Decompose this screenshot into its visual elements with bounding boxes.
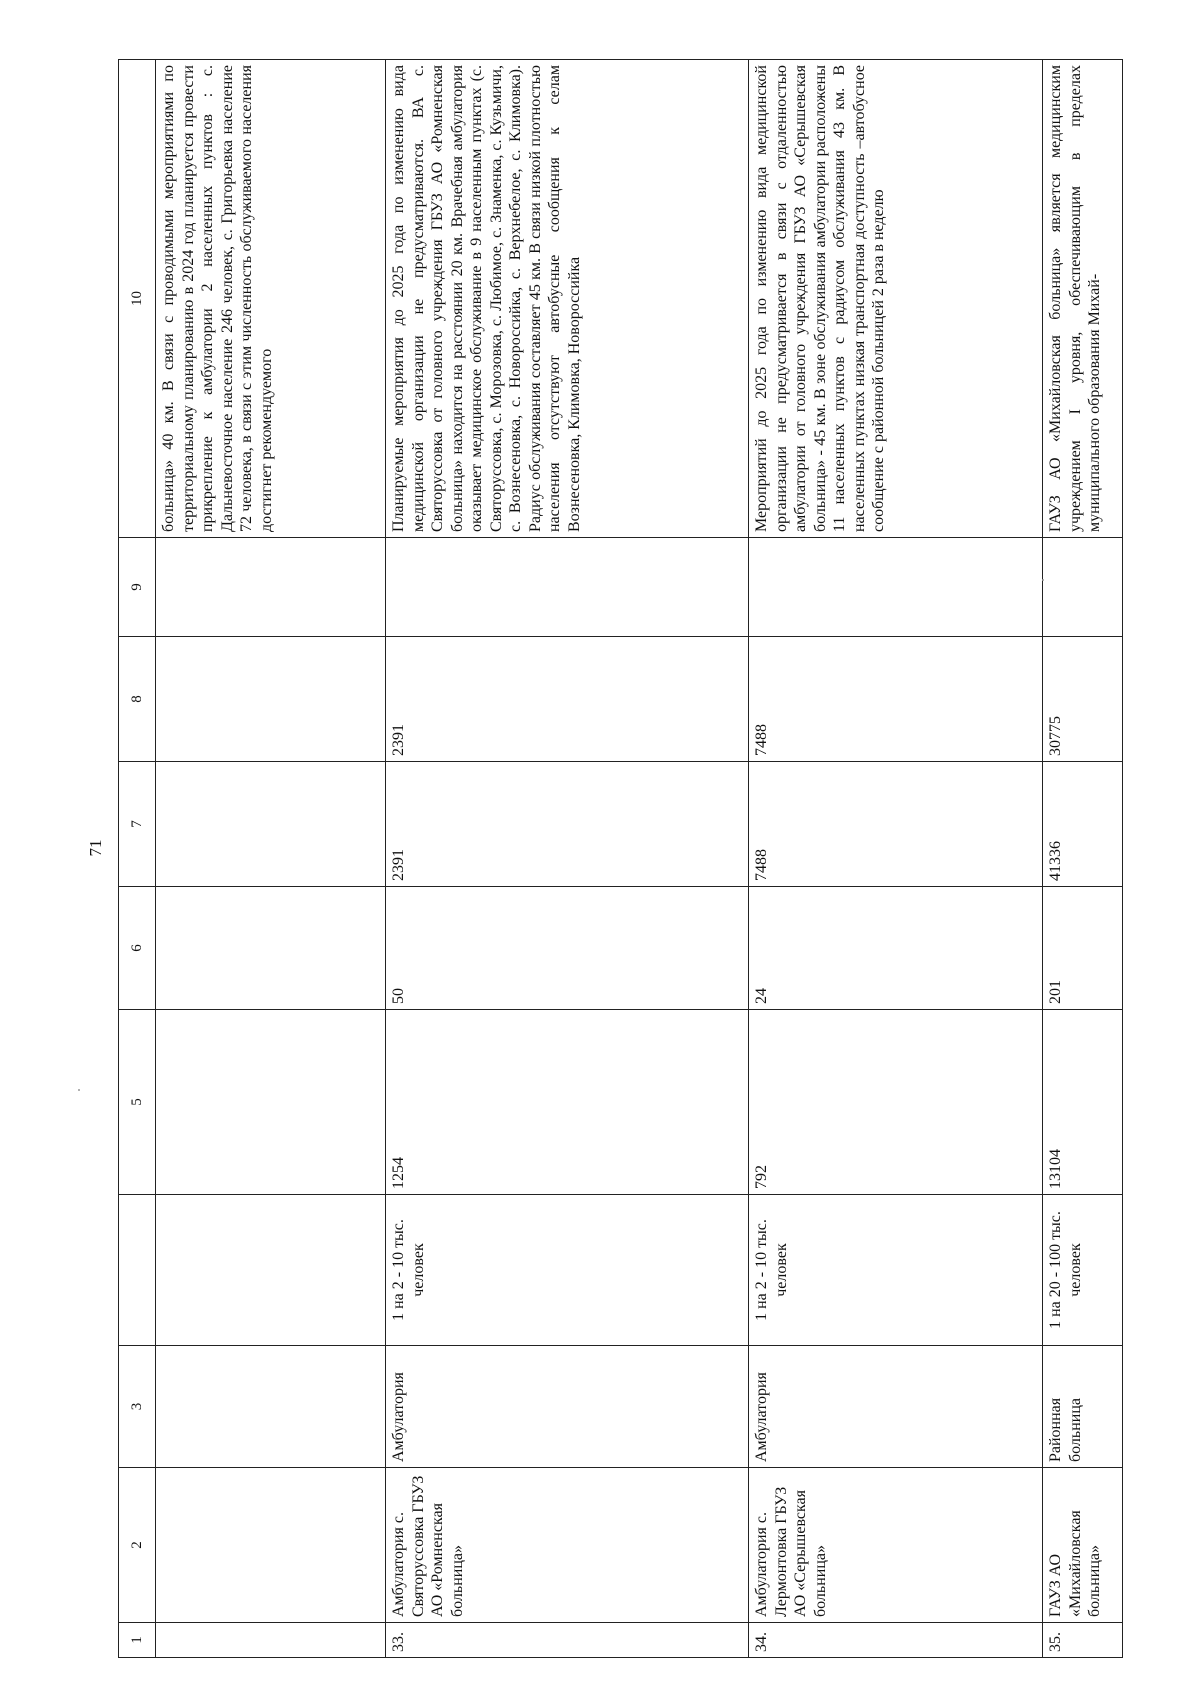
note-text: больница» 40 км. В связи с проводимыми мероприятиями по территориальному планированию в 2024 год планируется провести прикрепление к амбулатории 2 населенных пунктов : с. Дальневосточное население 246 человек, с. Григорьевка население 72 человека, в связи с этим численность обслуживаемого населения достигнет рекомендуемого [156,60,386,538]
facility-table [118,59,1123,1658]
cell-col8: 2391 [386,637,749,762]
cell-col9 [156,538,386,637]
row-number [156,1623,386,1658]
service-norm: 1 на 20 - 100 тыс. человек [1043,1195,1123,1346]
cell-col9 [386,538,749,637]
note-text: Мероприятий до 2025 года по изменению вида медицинской организации не предусматривается в связи с отдаленностью амбулатории от головного учреждения ГБУЗ АО «Серышевская больница» - 45 км. В зоне обслуживания амбулатории расположены 11 населенных пунктов с радиусом обслуживания 43 км. В населенных пунктах низкая транспортная доступность –автобусное сообщение с районной больницей 2 раза в неделю [749,60,1043,538]
column-header: 8 [119,637,156,762]
service-norm [156,1195,386,1346]
cell-col6 [156,887,386,1010]
cell-col5 [156,1010,386,1195]
note-text: ГАУЗ АО «Михайловская больница» является медицинским учреждением I уровня, обеспечивающим в пределах муниципального образования Михай- [1043,60,1123,538]
column-header: 10 [119,60,156,538]
scan-speck [78,1089,80,1091]
table-row [386,60,749,1658]
column-header: 3 [119,1346,156,1468]
service-norm: 1 на 2 - 10 тыс. человек [749,1195,1043,1346]
cell-col8 [156,637,386,762]
scan-speck [1042,579,1044,581]
cell-col9 [749,538,1043,637]
cell-col6: 50 [386,887,749,1010]
cell-col7 [156,762,386,887]
cell-col5: 792 [749,1010,1043,1195]
row-number: 33. [386,1623,749,1658]
facility-name: ГАУЗ АО «Михайловская больница» [1043,1468,1123,1623]
table-row [749,60,1043,1658]
column-header [119,1195,156,1346]
column-header: 9 [119,538,156,637]
facility-type [156,1346,386,1468]
row-number: 35. [1043,1623,1123,1658]
facility-name [156,1468,386,1623]
note-text: Планируемые мероприятия до 2025 года по изменению вида медицинской организации не предусматриваются. ВА с. Святоруссовка от головного учреждения ГБУЗ АО «Ромненская больница» находится на расстоянии 20 км. Врачебная амбулатория оказывает медицинское обслуживание в 9 населенным пунктах (с. Святоруссовка, с. Морозовка, с. Любимое, с. Знаменка, с. Кузьмичи, с. Вознесеновка, с. Новороссийка, с. Верхнебелое, с. Климовка). Радиус обслуживания составляет 45 км. В связи низкой плотностью населения отсутствуют автобусные сообщения к селам Вознесеновка, Климовка, Новороссийка [386,60,749,538]
table-row [1043,60,1123,1658]
cell-col5: 13104 [1043,1010,1123,1195]
cell-col5: 1254 [386,1010,749,1195]
cell-col8: 30775 [1043,637,1123,762]
cell-col7: 7488 [749,762,1043,887]
cell-col7: 2391 [386,762,749,887]
column-header: 5 [119,1010,156,1195]
facility-name: Амбулатория с. Святоруссовка ГБУЗ АО «Ромненская больница» [386,1468,749,1623]
facility-type: Амбулатория [749,1346,1043,1468]
page-number: 71 [86,839,105,857]
cell-col7: 41336 [1043,762,1123,887]
facility-name: Амбулатория с. Лермонтовка ГБУЗ АО «Серышевская больница» [749,1468,1043,1623]
column-header: 6 [119,887,156,1010]
cell-col6: 201 [1043,887,1123,1010]
cell-col8: 7488 [749,637,1043,762]
facility-type: Районная больница [1043,1346,1123,1468]
service-norm: 1 на 2 - 10 тыс. человек [386,1195,749,1346]
cell-col6: 24 [749,887,1043,1010]
column-header: 7 [119,762,156,887]
column-header: 1 [119,1623,156,1658]
cell-col9 [1043,538,1123,637]
row-number: 34. [749,1623,1043,1658]
facility-type: Амбулатория [386,1346,749,1468]
column-header: 2 [119,1468,156,1623]
table-row-continued [156,60,386,1658]
column-number-row [119,60,156,1658]
